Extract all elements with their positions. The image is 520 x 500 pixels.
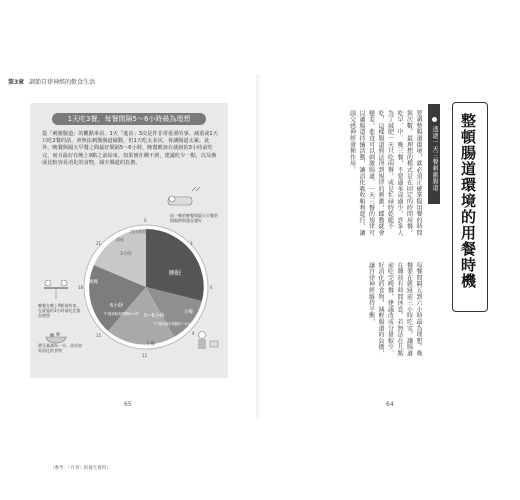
dining-people-icon [44, 280, 68, 299]
chart-note-interval-2: 午餐到晚餐間隔6小時 [104, 312, 139, 316]
running-head-title: 調節自律神經的飲食生活 [29, 79, 96, 86]
chart-hour-15: 15 [96, 333, 102, 338]
running-head-chapter: 第3章 [8, 79, 25, 86]
chart-hour-6: 6 [210, 285, 213, 290]
title-box [452, 102, 488, 312]
chart-note-bottom-left-wrap [38, 343, 82, 365]
chart-label-interval-1: 5~6小時 [144, 313, 165, 319]
source-note: 〔參考：〈月刊〉的養生資料〕 [50, 466, 111, 471]
panel-title: 1天吃3餐，每餐間隔5～6小時最為理想 [52, 113, 206, 125]
chart-hour-0: 0 [144, 218, 147, 223]
body-text-upper [275, 110, 423, 238]
chart-hour-21: 21 [96, 241, 102, 246]
person-eating-icon [198, 332, 218, 350]
page-title: 整頓腸道環境的用餐時機 [459, 113, 477, 289]
salad-bowl-icon [46, 332, 66, 343]
meal-timing-chart [34, 175, 224, 365]
body-paragraph-1: 要調整腸道環境，就必須正確掌握用餐的時間與次數。最理想的模式是在固定的時間用餐，吃早、中、晚三餐，不要過多或過少。許多人為了減肥一天只吃兩餐，或是忙碌時乾脆不吃，這樣腸道無法得到規律的刺激，蠕動就會變差。進食可以刺激腸道，一天三餐的規律可以讓腸道持續活動，讓消化吸收順利進行，讓副交感神經發揮作用。 [348, 110, 422, 236]
section-tag [428, 104, 440, 204]
chart-label-sleep: 睡眠 [169, 270, 182, 277]
running-head [8, 77, 95, 86]
chart-note-interval-1: 午餐前最好間隔5~6小時 [154, 322, 194, 326]
chart-note-top-right: 前一晚的晚餐與隔天早餐的間隔時間越長越好 [170, 213, 218, 224]
chart-label-lunch: 午餐 [146, 342, 155, 347]
chart-label-interval-2: 6小時 [110, 303, 124, 309]
page-number-left: 65 [124, 401, 132, 408]
section-tag-label: 透過一天三餐刺激腸道 [431, 126, 438, 192]
chart-hour-3: 3 [190, 241, 193, 246]
chart-label-dinner: 晚餐 [89, 280, 98, 285]
chart-note-top-right-wrap [170, 213, 220, 243]
gutter-shadow [256, 74, 262, 419]
chart-hour-18: 18 [78, 285, 84, 290]
chart-label-night: 深夜 [116, 237, 124, 242]
tag-dot-icon [432, 117, 437, 122]
chart-label-digest: 消化吸收 [130, 229, 146, 234]
panel-text: 從「刺激腸道」的觀點來看，1天「進食」3次是件非常重要的事。減重或1天只吃2餐的話，會無法刺激腸道蠕動，但1天吃太多次，會讓腸道太累。此外，晚餐與隔天早餐之間最好間隔5～6小時，晚餐應該在就寢的3小時前吃完，而且最好在晚上9點之前結束。如果實在餓不到，建議吃少一點，以及換成比較容易消化的食物，減少腸道的負擔。 [42, 131, 218, 166]
chart-label-interval-3: 3小時 [120, 252, 132, 257]
chart-hour-9: 9 [192, 331, 195, 336]
page-number-right: 64 [386, 401, 394, 408]
chart-label-breakfast: 早餐 [184, 310, 193, 315]
sleeping-person-icon [168, 187, 200, 205]
chart-note-left-wrap [38, 303, 82, 333]
chart-hour-12: 12 [142, 353, 148, 358]
chart-note-bottom-left: 將分量減為一半，改成容易消化的食物 [38, 343, 82, 354]
chart-note-left: 晚餐在晚上9點前結束，在就寢的3小時前吃完最為理想 [38, 303, 81, 319]
body-text-lower [275, 262, 423, 360]
body-paragraph-2: 每餐間隔五到六小時最為理想。晚餐要在就寢前三小時吃完，讓腸道在睡前有時間休息。若無法在九點前吃完晚餐，建議改成分量較少、好消化的食物，減輕腸道的負擔，讓自律神經維持平衡。 [367, 262, 422, 357]
